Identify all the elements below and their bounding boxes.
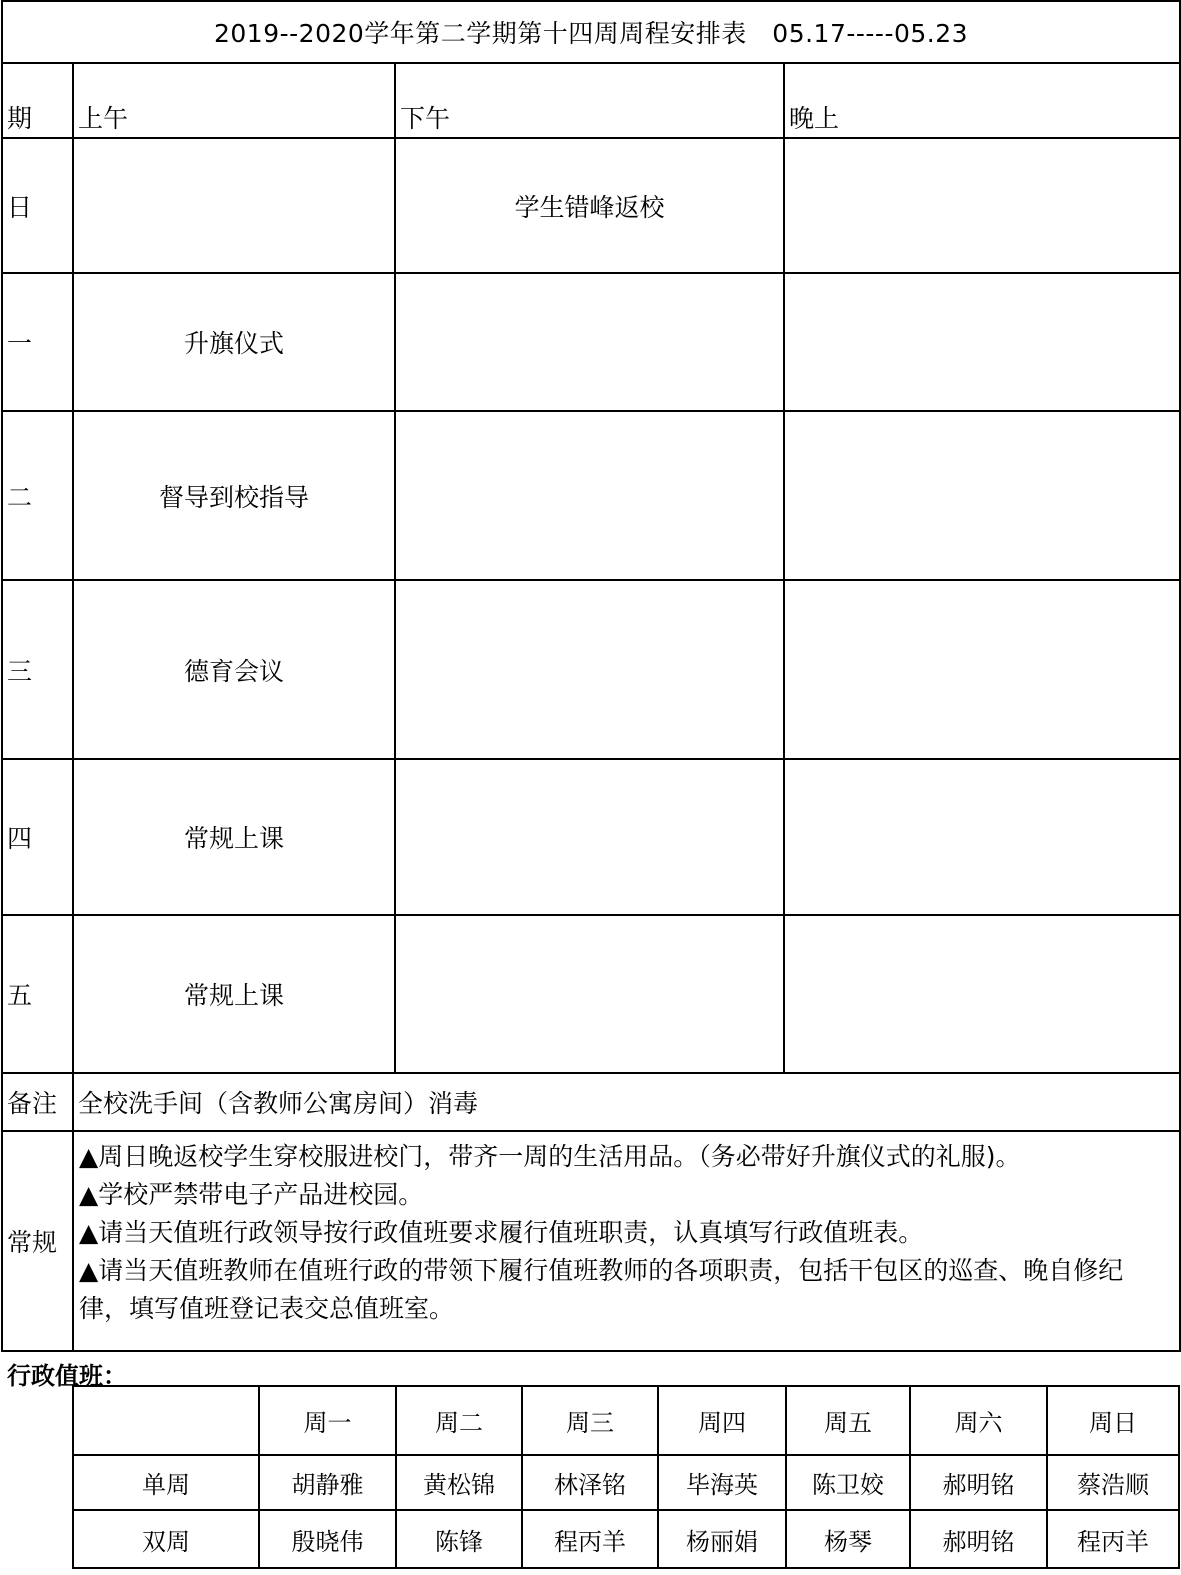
rules-list: [73, 1131, 1180, 1351]
day-label: 五: [2, 915, 73, 1073]
header-day: 期: [2, 63, 73, 138]
duty-day-header: 周五: [786, 1386, 910, 1455]
evening-event: [784, 138, 1180, 273]
duty-name-cell: 陈锋: [396, 1510, 522, 1568]
duty-row-even-week: [73, 1510, 1179, 1568]
duty-name-cell: 程丙羊: [522, 1510, 658, 1568]
day-row-tuesday: [2, 411, 1180, 580]
duty-name-cell: 程丙羊: [1047, 1510, 1179, 1568]
schedule-title: 2019--2020学年第二学期第十四周周程安排表 05.17-----05.23: [2, 1, 1180, 63]
rule-item: ▲周日晚返校学生穿校服进校门，带齐一周的生活用品。（务必带好升旗仪式的礼服)。: [79, 1142, 1021, 1171]
header-evening: 晚上: [784, 63, 1180, 138]
rules-label: 常规: [2, 1131, 73, 1351]
day-label: 一: [2, 273, 73, 411]
afternoon-event: [395, 273, 784, 411]
morning-event: [73, 138, 395, 273]
duty-day-header: 周三: [522, 1386, 658, 1455]
duty-row-label: 单周: [73, 1455, 259, 1510]
header-row: [2, 63, 1180, 138]
duty-name-cell: 毕海英: [658, 1455, 786, 1510]
evening-event: [784, 411, 1180, 580]
evening-event: [784, 273, 1180, 411]
header-morning: 上午: [73, 63, 395, 138]
day-row-sunday: [2, 138, 1180, 273]
header-afternoon: 下午: [395, 63, 784, 138]
duty-name-cell: 胡静雅: [259, 1455, 396, 1510]
notes-text: 全校洗手间（含教师公寓房间）消毒: [73, 1073, 1180, 1131]
afternoon-event: [395, 759, 784, 915]
rules-row: [2, 1131, 1180, 1351]
day-row-wednesday: [2, 580, 1180, 759]
morning-event: 常规上课: [73, 759, 395, 915]
day-label: 二: [2, 411, 73, 580]
day-label: 三: [2, 580, 73, 759]
duty-row-odd-week: [73, 1455, 1179, 1510]
rule-item: ▲请当天值班行政领导按行政值班要求履行值班职责，认真填写行政值班表。: [79, 1218, 924, 1247]
morning-event: 常规上课: [73, 915, 395, 1073]
evening-event: [784, 580, 1180, 759]
notes-row: [2, 1073, 1180, 1131]
rule-item: ▲请当天值班教师在值班行政的带领下履行值班教师的各项职责，包括干包区的巡查、晚自修纪律，填写值班登记表交总值班室。: [79, 1256, 1124, 1323]
morning-event: 德育会议: [73, 580, 395, 759]
duty-name-cell: 殷晓伟: [259, 1510, 396, 1568]
day-row-friday: [2, 915, 1180, 1073]
duty-row-label: 双周: [73, 1510, 259, 1568]
day-row-monday: [2, 273, 1180, 411]
duty-day-header: 周六: [910, 1386, 1047, 1455]
afternoon-event: [395, 915, 784, 1073]
day-row-thursday: [2, 759, 1180, 915]
duty-name-cell: 杨琴: [786, 1510, 910, 1568]
duty-day-header: 周日: [1047, 1386, 1179, 1455]
afternoon-event: [395, 411, 784, 580]
evening-event: [784, 759, 1180, 915]
duty-name-cell: 黄松锦: [396, 1455, 522, 1510]
duty-name-cell: 陈卫姣: [786, 1455, 910, 1510]
rule-item: ▲学校严禁带电子产品进校园。: [79, 1180, 424, 1209]
duty-name-cell: 蔡浩顺: [1047, 1455, 1179, 1510]
duty-name-cell: 杨丽娟: [658, 1510, 786, 1568]
notes-label: 备注: [2, 1073, 73, 1131]
duty-day-header: 周一: [259, 1386, 396, 1455]
duty-name-cell: 郝明铭: [910, 1455, 1047, 1510]
duty-day-header: 周四: [658, 1386, 786, 1455]
duty-corner-cell: [73, 1386, 259, 1455]
weekly-schedule-table: [1, 0, 1181, 1352]
morning-event: 督导到校指导: [73, 411, 395, 580]
afternoon-event: [395, 580, 784, 759]
afternoon-event: 学生错峰返校: [395, 138, 784, 273]
duty-day-header: 周二: [396, 1386, 522, 1455]
duty-section-title: 行政值班：: [7, 1362, 127, 1390]
duty-name-cell: 林泽铭: [522, 1455, 658, 1510]
duty-header-row: [73, 1386, 1179, 1455]
day-label: 四: [2, 759, 73, 915]
duty-name-cell: 郝明铭: [910, 1510, 1047, 1568]
morning-event: 升旗仪式: [73, 273, 395, 411]
duty-roster-table: [72, 1385, 1180, 1569]
day-label: 日: [2, 138, 73, 273]
evening-event: [784, 915, 1180, 1073]
